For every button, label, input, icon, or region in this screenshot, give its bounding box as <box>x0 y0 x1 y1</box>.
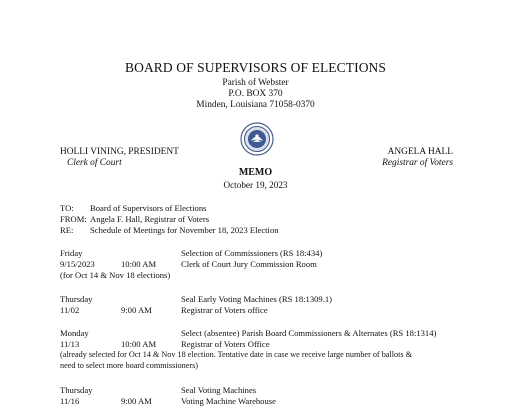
meeting-date: 11/02 <box>60 305 80 315</box>
city-line: Minden, Louisiana 71058-0370 <box>196 100 315 110</box>
meeting-date: 9/15/2023 <box>60 259 95 269</box>
meeting-time: 9:00 AM <box>121 396 152 406</box>
meeting-location: Registrar of Voters office <box>181 305 268 315</box>
board-title: BOARD OF SUPERVISORS OF ELECTIONS <box>124 60 386 75</box>
meeting-location: Clerk of Court Jury Commission Room <box>181 259 317 269</box>
po-box-line: P.O. BOX 370 <box>228 89 283 99</box>
meeting-date: 11/13 <box>60 339 80 349</box>
meeting-note: (already selected for Oct 14 & Nov 18 election. Tentative date in case we receive large number of ballots & <box>60 350 412 359</box>
memo-date: October 19, 2023 <box>223 180 288 190</box>
meeting-day: Thursday <box>60 385 93 395</box>
re-label: RE: <box>60 225 74 235</box>
president-role: Clerk of Court <box>67 158 122 168</box>
president-name: HOLLI VINING, PRESIDENT <box>60 147 179 157</box>
meeting-title: Selection of Commissioners (RS 18:434) <box>181 248 323 258</box>
louisiana-seal-icon <box>240 122 274 156</box>
from-label: FROM: <box>60 214 87 224</box>
meeting-location: Registrar of Voters Office <box>181 339 270 349</box>
re-value: Schedule of Meetings for November 18, 2023 Election <box>90 225 279 235</box>
meeting-day: Friday <box>60 248 83 258</box>
to-value: Board of Supervisors of Elections <box>90 203 207 213</box>
from-value: Angela F. Hall, Registrar of Voters <box>90 214 210 224</box>
memo-title: MEMO <box>238 167 273 178</box>
parish-line: Parish of Webster <box>222 78 289 88</box>
meeting-title: Select (absentee) Parish Board Commissioners & Alternates (RS 18:1314) <box>181 328 437 338</box>
meeting-time: 9:00 AM <box>121 305 152 315</box>
meeting-location: Voting Machine Warehouse <box>181 396 276 406</box>
meeting-note: need to select more board commissioners) <box>60 361 199 370</box>
to-label: TO: <box>60 203 74 213</box>
registrar-role: Registrar of Voters <box>382 158 453 168</box>
meeting-title: Seal Early Voting Machines (RS 18:1309.1) <box>181 294 333 304</box>
registrar-name: ANGELA HALL <box>387 147 453 157</box>
meeting-time: 10:00 AM <box>121 339 157 349</box>
meeting-title: Seal Voting Machines <box>181 385 257 395</box>
meeting-day: Thursday <box>60 294 93 304</box>
meeting-day: Monday <box>60 328 89 338</box>
meeting-time: 10:00 AM <box>121 259 157 269</box>
meeting-note: (for Oct 14 & Nov 18 elections) <box>60 270 171 280</box>
meeting-date: 11/16 <box>60 396 80 406</box>
